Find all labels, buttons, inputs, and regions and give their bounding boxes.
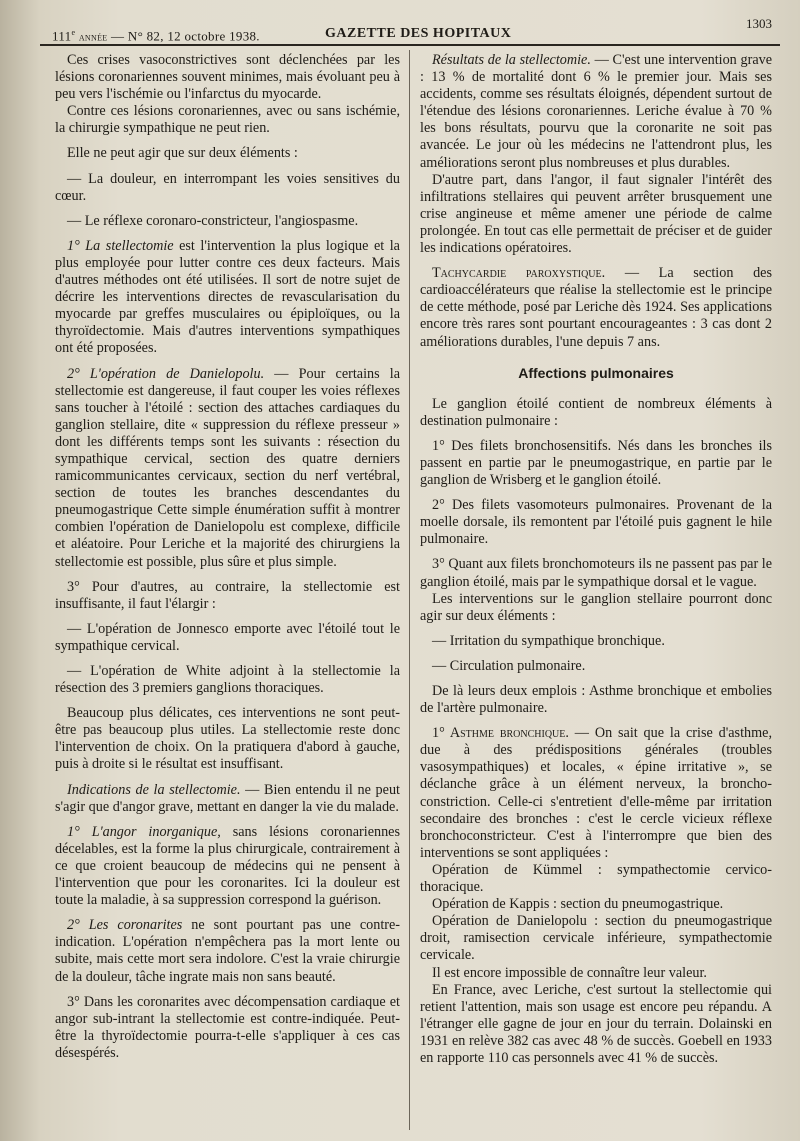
paragraph: Ces crises vasoconstrictives sont déclenchées par les lésions coronariennes souvent minimes, mais évoluant peu à peu vers l'ischémie ou l'infarctus du myocarde. [55,52,400,103]
journal-title: GAZETTE DES HOPITAUX [325,26,512,41]
page-number: 1303 [746,16,772,31]
paragraph: — La douleur, en interrompant les voies sensitives du cœur. [55,170,400,204]
paragraph: 3° Quant aux filets bronchomoteurs ils ne passent pas par le ganglion étoilé, mais par le sympathique dorsal et le vague. [420,556,772,590]
paragraph: 2° Des filets vasomoteurs pulmonaires. Provenant de la moelle dorsale, ils remontent par l'étoilé puis gagnent le hile pulmonaire. [420,497,772,548]
paragraph: 3° Dans les coronarites avec décompensation cardiaque et angor sub-intrant la stellectomie est contre-indiquée. Peut-être la thyroïdectomie pourra-t-elle s'appliquer à ces cas désespérés. [55,993,400,1061]
paragraph: 1° Des filets bronchosensitifs. Nés dans les bronches ils passent en partie par le pneumogastrique, en partie par le ganglion de Wrisberg et le ganglion étoilé. [420,437,772,489]
paragraph: Résultats de la stellectomie. — C'est une intervention grave : 13 % de mortalité dont 6 % le premier jour. Mais ses accidents, comme ses résultats éloignés, dépendent surtout de l'étendue des lésions coronariennes. Leriche évalue à 70 % les bons résultats, pourvu que la coronarite ne soit pas avancée. Le jour où les médecins ne l'attendront plus, les améliorations seront plus nombreuses et plus durables. [420,52,773,171]
paragraph: Elle ne peut agir que sur deux éléments : [67,145,298,162]
paragraph: Contre ces lésions coronariennes, avec ou sans ischémie, la chirurgie sympathique ne peut rien. [55,103,400,137]
paragraph: — Irritation du sympathique bronchique. [432,632,665,649]
column-divider [409,50,410,1130]
paragraph: Le ganglion étoilé contient de nombreux éléments à destination pulmonaire : [420,395,772,429]
paragraph: De là leurs deux emplois : Asthme bronchique et embolies de l'artère pulmonaire. [420,683,772,717]
paragraph: — L'opération de Jonnesco emporte avec l'étoilé tout le sympathique cervical. [55,620,400,654]
paragraph: Opération de Kappis : section du pneumogastrique. [432,896,724,913]
paragraph: Tachycardie paroxystique. — La section des cardioaccélérateurs que réalise la stellectomie est le principe de cette méthode, posé par Leriche dès 1924. Ses applications encore très rares sont pourtant encourageantes : 3 cas dont 2 améliorations durables, l'une depuis 7 ans. [420,265,772,350]
paragraph: En France, avec Leriche, c'est surtout la stellectomie qui retient l'attention, mais son usage est encore peu répandu. A l'étranger elle gagne de jour en jour du terrain. Dolainski en 1931 en relève 382 cas avec 48 % de succès. Goebell en 1933 en rapporte 110 cas personnels avec 41 % de succès. [420,981,772,1066]
paragraph: Les interventions sur le ganglion stellaire pourront donc agir sur deux éléments : [420,590,772,624]
paragraph: 1° La stellectomie est l'intervention la plus logique et la plus employée pour lutter contre ces deux facteurs. Mais d'autres méthodes ont été utilisées. Il sort de notre sujet de décrire les interventions directes de revascularisation du myocarde par greffes musculaires ou épiploïques, ou la thyroïdectomie. Mais d'autres interventions sympathiques ont été proposées. [55,237,400,357]
paragraph: Il est encore impossible de connaître leur valeur. [432,964,707,981]
paragraph: 1° Asthme bronchique. — On sait que la crise d'asthme, due à des prédispositions générales (troubles vasosympathiques) et locales, « épine irritative », se déclanche grâce à un élément nerveux, la broncho-constriction. Celle-ci s'entretient d'elle-même par irritation secondaire des bronches : c'est le cercle vicieux réflexe bronchoconstricteur. C'est à l'interrompre que bien des interventions se sont appliquées : [420,725,772,861]
paragraph: D'autre part, dans l'angor, il faut signaler l'intérêt des infiltrations stellaires qui peuvent arrêter brusquement une crise angineuse et même amener une période de calme prolongée. En tout cas elle permettait de préciser et de guider les indications opératoires. [420,171,772,257]
issue-line: 111e année — N° 82, 12 octobre 1938. [52,28,260,44]
paragraph: Beaucoup plus délicates, ces interventions ne sont peut-être pas beaucoup plus utiles. La stellectomie reste donc l'intervention de choix. On la pratiquera d'abord à gauche, puis à droite si le résultat est insuffisant. [55,705,400,773]
section-heading: Affections pulmonaires [518,364,674,381]
paragraph: 2° L'opération de Danielopolu. — Pour certains la stellectomie est dangereuse, il faut couper les voies réflexes sans toucher à l'étoilé : section des attaches cardiaques du ganglion stellaire, dite « suppression du réflexe presseur » dont les différents temps sont les suivants : résection du sympathique cervical, section des quatre derniers ramicommunicantes cervicaux, section du nerf vertébral, section de toutes les branches descendantes du pneumogastrique Cette simple énumération suffit à montrer combien l'opération de Danielopolu est complexe, difficile et aléatoire. Pour Leriche et la majorité des chirurgiens la stellectomie est possible, plus sûre et plus simple. [55,365,401,570]
left-column [55,52,400,1062]
paragraph: Opération de Kümmel : sympathectomie cervico-thoracique. [420,861,772,896]
right-column [420,52,772,1067]
paragraph: Opération de Danielopolu : section du pneumogastrique droit, ramisection cervicale inférieure, sympathectomie cervicale. [420,913,772,964]
paragraph: 3° Pour d'autres, au contraire, la stellectomie est insuffisante, il faut l'élargir : [55,578,400,612]
paragraph: — Le réflexe coronaro-constricteur, l'angiospasme. [67,212,359,229]
page-header [40,14,780,46]
paragraph: — L'opération de White adjoint à la stellectomie la résection des 3 premiers ganglions thoraciques. [55,663,400,697]
paragraph: 1° L'angor inorganique, sans lésions coronariennes décelables, est la forme la plus chirurgicale, contrairement à ce que croient beaucoup de médecins qui ne pensent à l'intervention que pour les coronarites. Ici la douleur est toute la maladie, à sa suppression correspond la guérison. [55,823,400,909]
paragraph: Indications de la stellectomie. — Bien entendu il ne peut s'agir que d'angor grave, mettant en danger la vie du malade. [55,781,400,815]
paragraph: — Circulation pulmonaire. [432,657,586,674]
paragraph: 2° Les coronarites ne sont pourtant pas une contre-indication. L'opération n'empêchera pas la mort lente ou subite, mais cette mort sera indolore. C'est la vraie chirurgie de la douleur, tâche ingrate mais non sans beauté. [55,917,401,985]
